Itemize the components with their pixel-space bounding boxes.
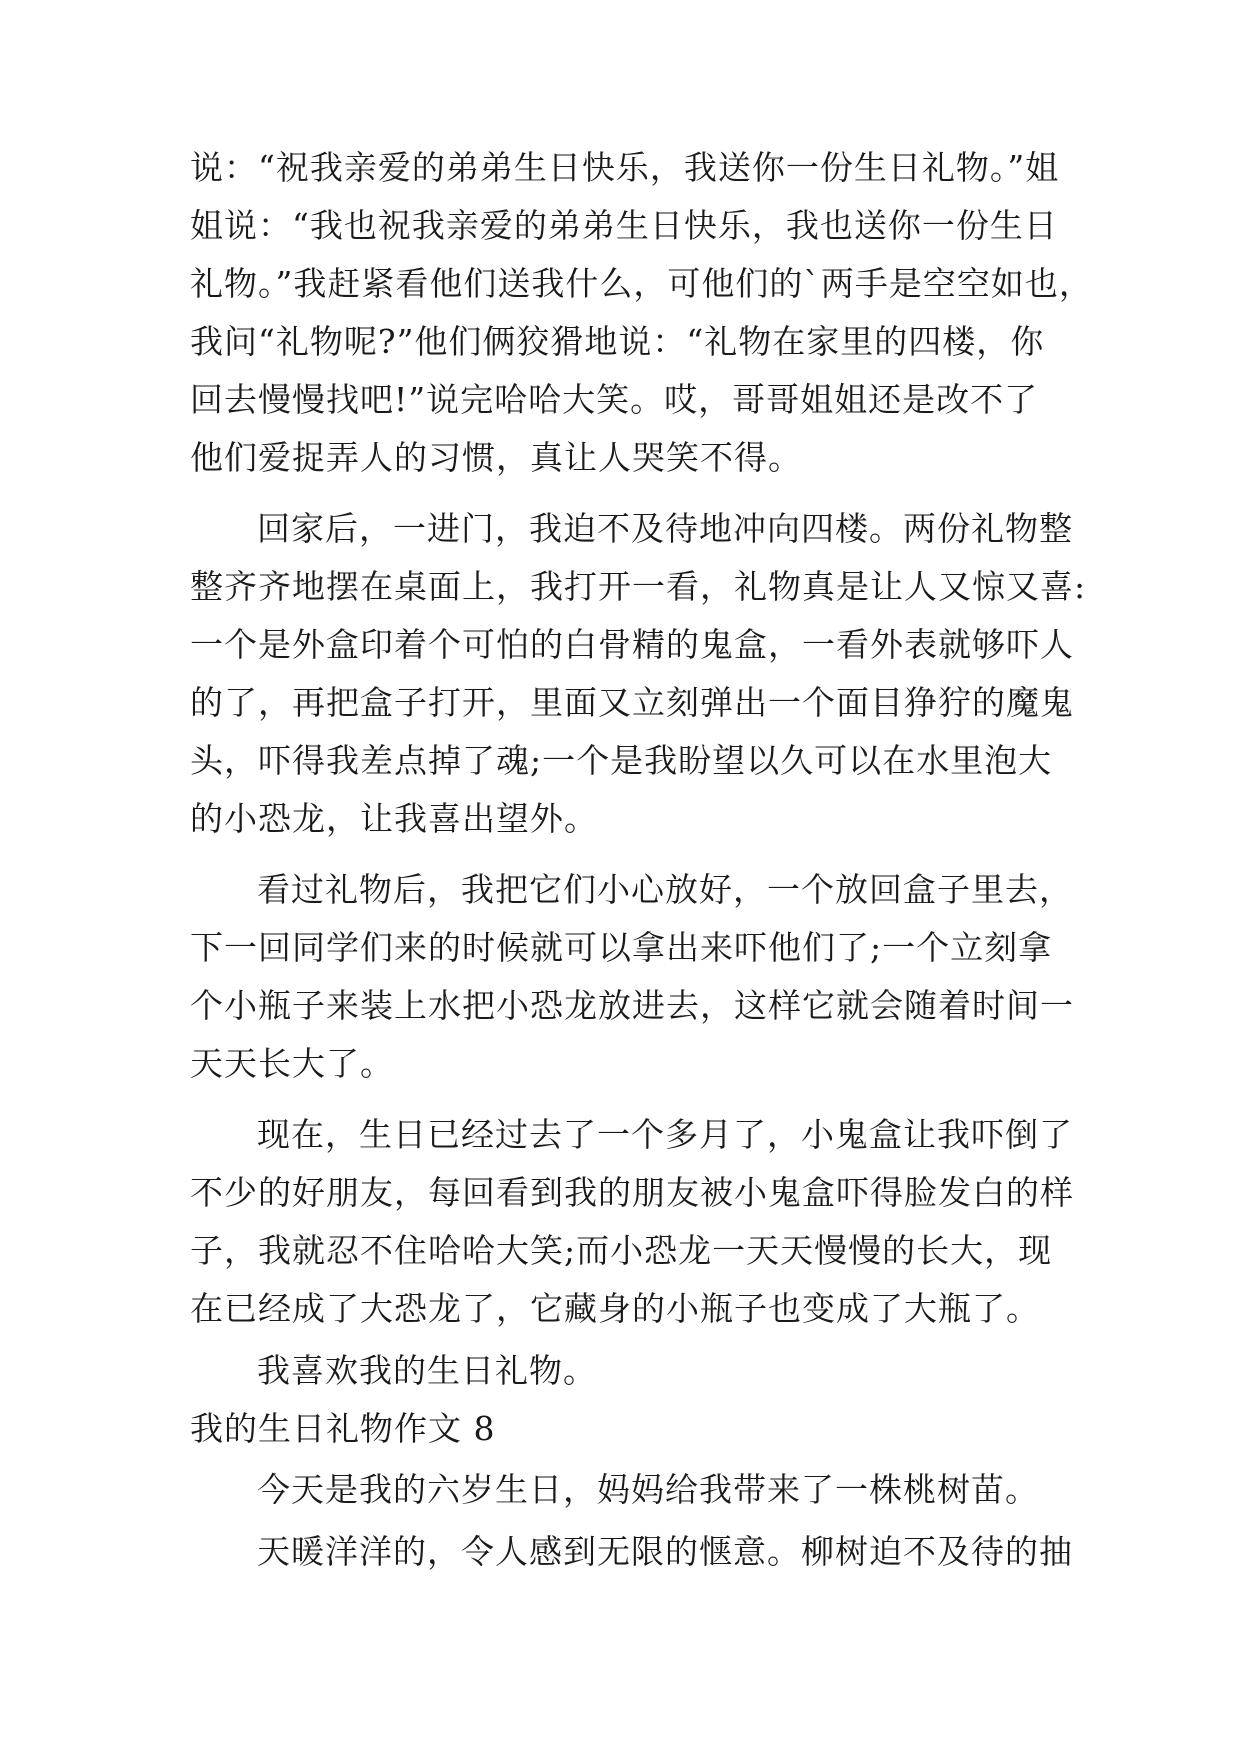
text-line: 在已经成了大恐龙了，它藏身的小瓶子也变成了大瓶了。 — [190, 1289, 1040, 1328]
text-line: 回去慢慢找吧!”说完哈哈大笑。哎，哥哥姐姐还是改不了 — [190, 380, 1039, 419]
text-line: 回家后，一进门，我迫不及待地冲向四楼。两份礼物整 — [257, 509, 1073, 548]
text-line: 天天长大了。 — [190, 1044, 394, 1083]
text-line: 不少的好朋友，每回看到我的朋友被小鬼盒吓得脸发白的样 — [190, 1173, 1074, 1212]
text-line: 天暖洋洋的，令人感到无限的惬意。柳树迫不及待的抽 — [257, 1532, 1073, 1571]
text-line: 我问“礼物呢?”他们俩狡猾地说：“礼物在家里的四楼，你 — [190, 322, 1045, 361]
section-heading: 我的生日礼物作文 8 — [190, 1409, 496, 1448]
text-line: 个小瓶子来装上水把小恐龙放进去，这样它就会随着时间一 — [190, 986, 1074, 1025]
text-line: 说：“祝我亲爱的弟弟生日快乐，我送你一份生日礼物。”姐 — [190, 148, 1060, 187]
text-line: 一个是外盒印着个可怕的白骨精的鬼盒，一看外表就够吓人 — [190, 625, 1074, 664]
text-line: 现在，生日已经过去了一个多月了，小鬼盒让我吓倒了 — [257, 1115, 1073, 1154]
text-line: 子，我就忍不住哈哈大笑;而小恐龙一天天慢慢的长大，现 — [190, 1231, 1053, 1270]
text-line: 的小恐龙，让我喜出望外。 — [190, 799, 598, 838]
text-line: 整齐齐地摆在桌面上，我打开一看，礼物真是让人又惊又喜: — [190, 567, 1087, 606]
text-line: 下一回同学们来的时候就可以拿出来吓他们了;一个立刻拿 — [190, 928, 1053, 967]
text-line: 今天是我的六岁生日，妈妈给我带来了一株桃树苗。 — [257, 1470, 1039, 1509]
text-line: 我喜欢我的生日礼物。 — [257, 1351, 597, 1390]
text-line: 的了，再把盒子打开，里面又立刻弹出一个面目狰狞的魔鬼 — [190, 683, 1074, 722]
text-line: 看过礼物后，我把它们小心放好，一个放回盒子里去， — [257, 870, 1073, 909]
text-line: 姐说：“我也祝我亲爱的弟弟生日快乐，我也送你一份生日 — [190, 206, 1058, 245]
text-line: 礼物。”我赶紧看他们送我什么，可他们的`两手是空空如也， — [190, 264, 1093, 303]
text-line: 他们爱捉弄人的习惯，真让人哭笑不得。 — [190, 438, 802, 477]
text-line: 头，吓得我差点掉了魂;一个是我盼望以久可以在水里泡大 — [190, 741, 1053, 780]
